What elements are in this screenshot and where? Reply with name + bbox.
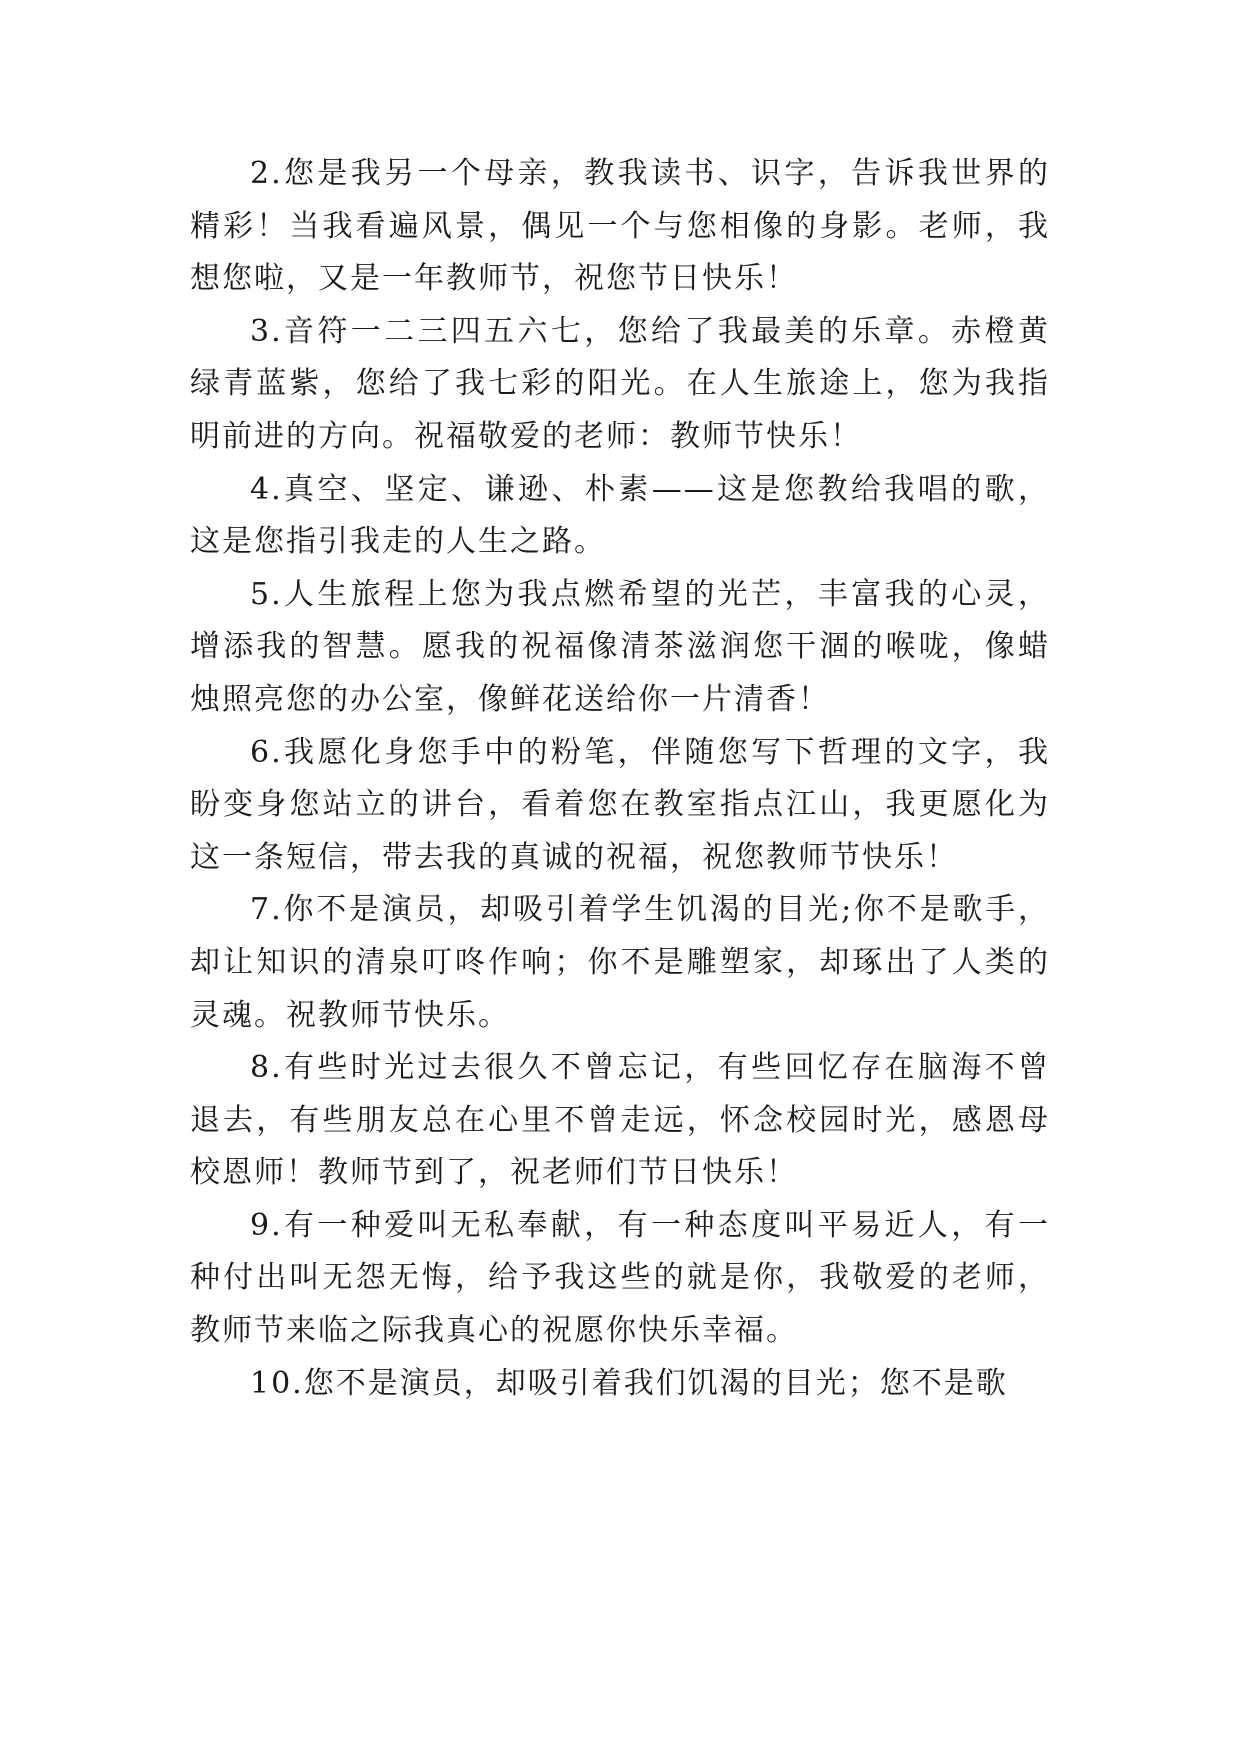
document-body (190, 148, 1050, 1410)
paragraph-8: 8.有些时光过去很久不曾忘记，有些回忆存在脑海不曾退去，有些朋友总在心里不曾走远，怀念校园时光，感恩母校恩师！教师节到了，祝老师们节日快乐！ (190, 1050, 1050, 1191)
paragraph-5: 5.人生旅程上您为我点燃希望的光芒，丰富我的心灵，增添我的智慧。愿我的祝福像清茶滋润您干涸的喉咙，像蜡烛照亮您的办公室，像鲜花送给你一片清香！ (190, 576, 1050, 717)
paragraph-7: 7.你不是演员，却吸引着学生饥渴的目光;你不是歌手，却让知识的清泉叮咚作响；你不是雕塑家，却琢出了人类的灵魂。祝教师节快乐。 (190, 892, 1050, 1033)
paragraph-2: 2.您是我另一个母亲，教我读书、识字，告诉我世界的精彩！当我看遍风景，偶见一个与您相像的身影。老师，我想您啦，又是一年教师节，祝您节日快乐！ (190, 156, 1050, 297)
paragraph-10: 10.您不是演员，却吸引着我们饥渴的目光；您不是歌 (250, 1365, 1008, 1401)
paragraph-9: 9.有一种爱叫无私奉献，有一种态度叫平易近人，有一种付出叫无怨无悔，给予我这些的就是你，我敬爱的老师，教师节来临之际我真心的祝愿你快乐幸福。 (190, 1207, 1050, 1349)
paragraph-3: 3.音符一二三四五六七，您给了我最美的乐章。赤橙黄绿青蓝紫，您给了我七彩的阳光。在人生旅途上，您为我指明前进的方向。祝福敬爱的老师：教师节快乐！ (190, 313, 1050, 454)
paragraph-6: 6.我愿化身您手中的粉笔，伴随您写下哲理的文字，我盼变身您站立的讲台，看着您在教室指点江山，我更愿化为这一条短信，带去我的真诚的祝福，祝您教师节快乐！ (190, 734, 1050, 875)
paragraph-4: 4.真空、坚定、谦逊、朴素——这是您教给我唱的歌，这是您指引我走的人生之路。 (190, 471, 1050, 560)
